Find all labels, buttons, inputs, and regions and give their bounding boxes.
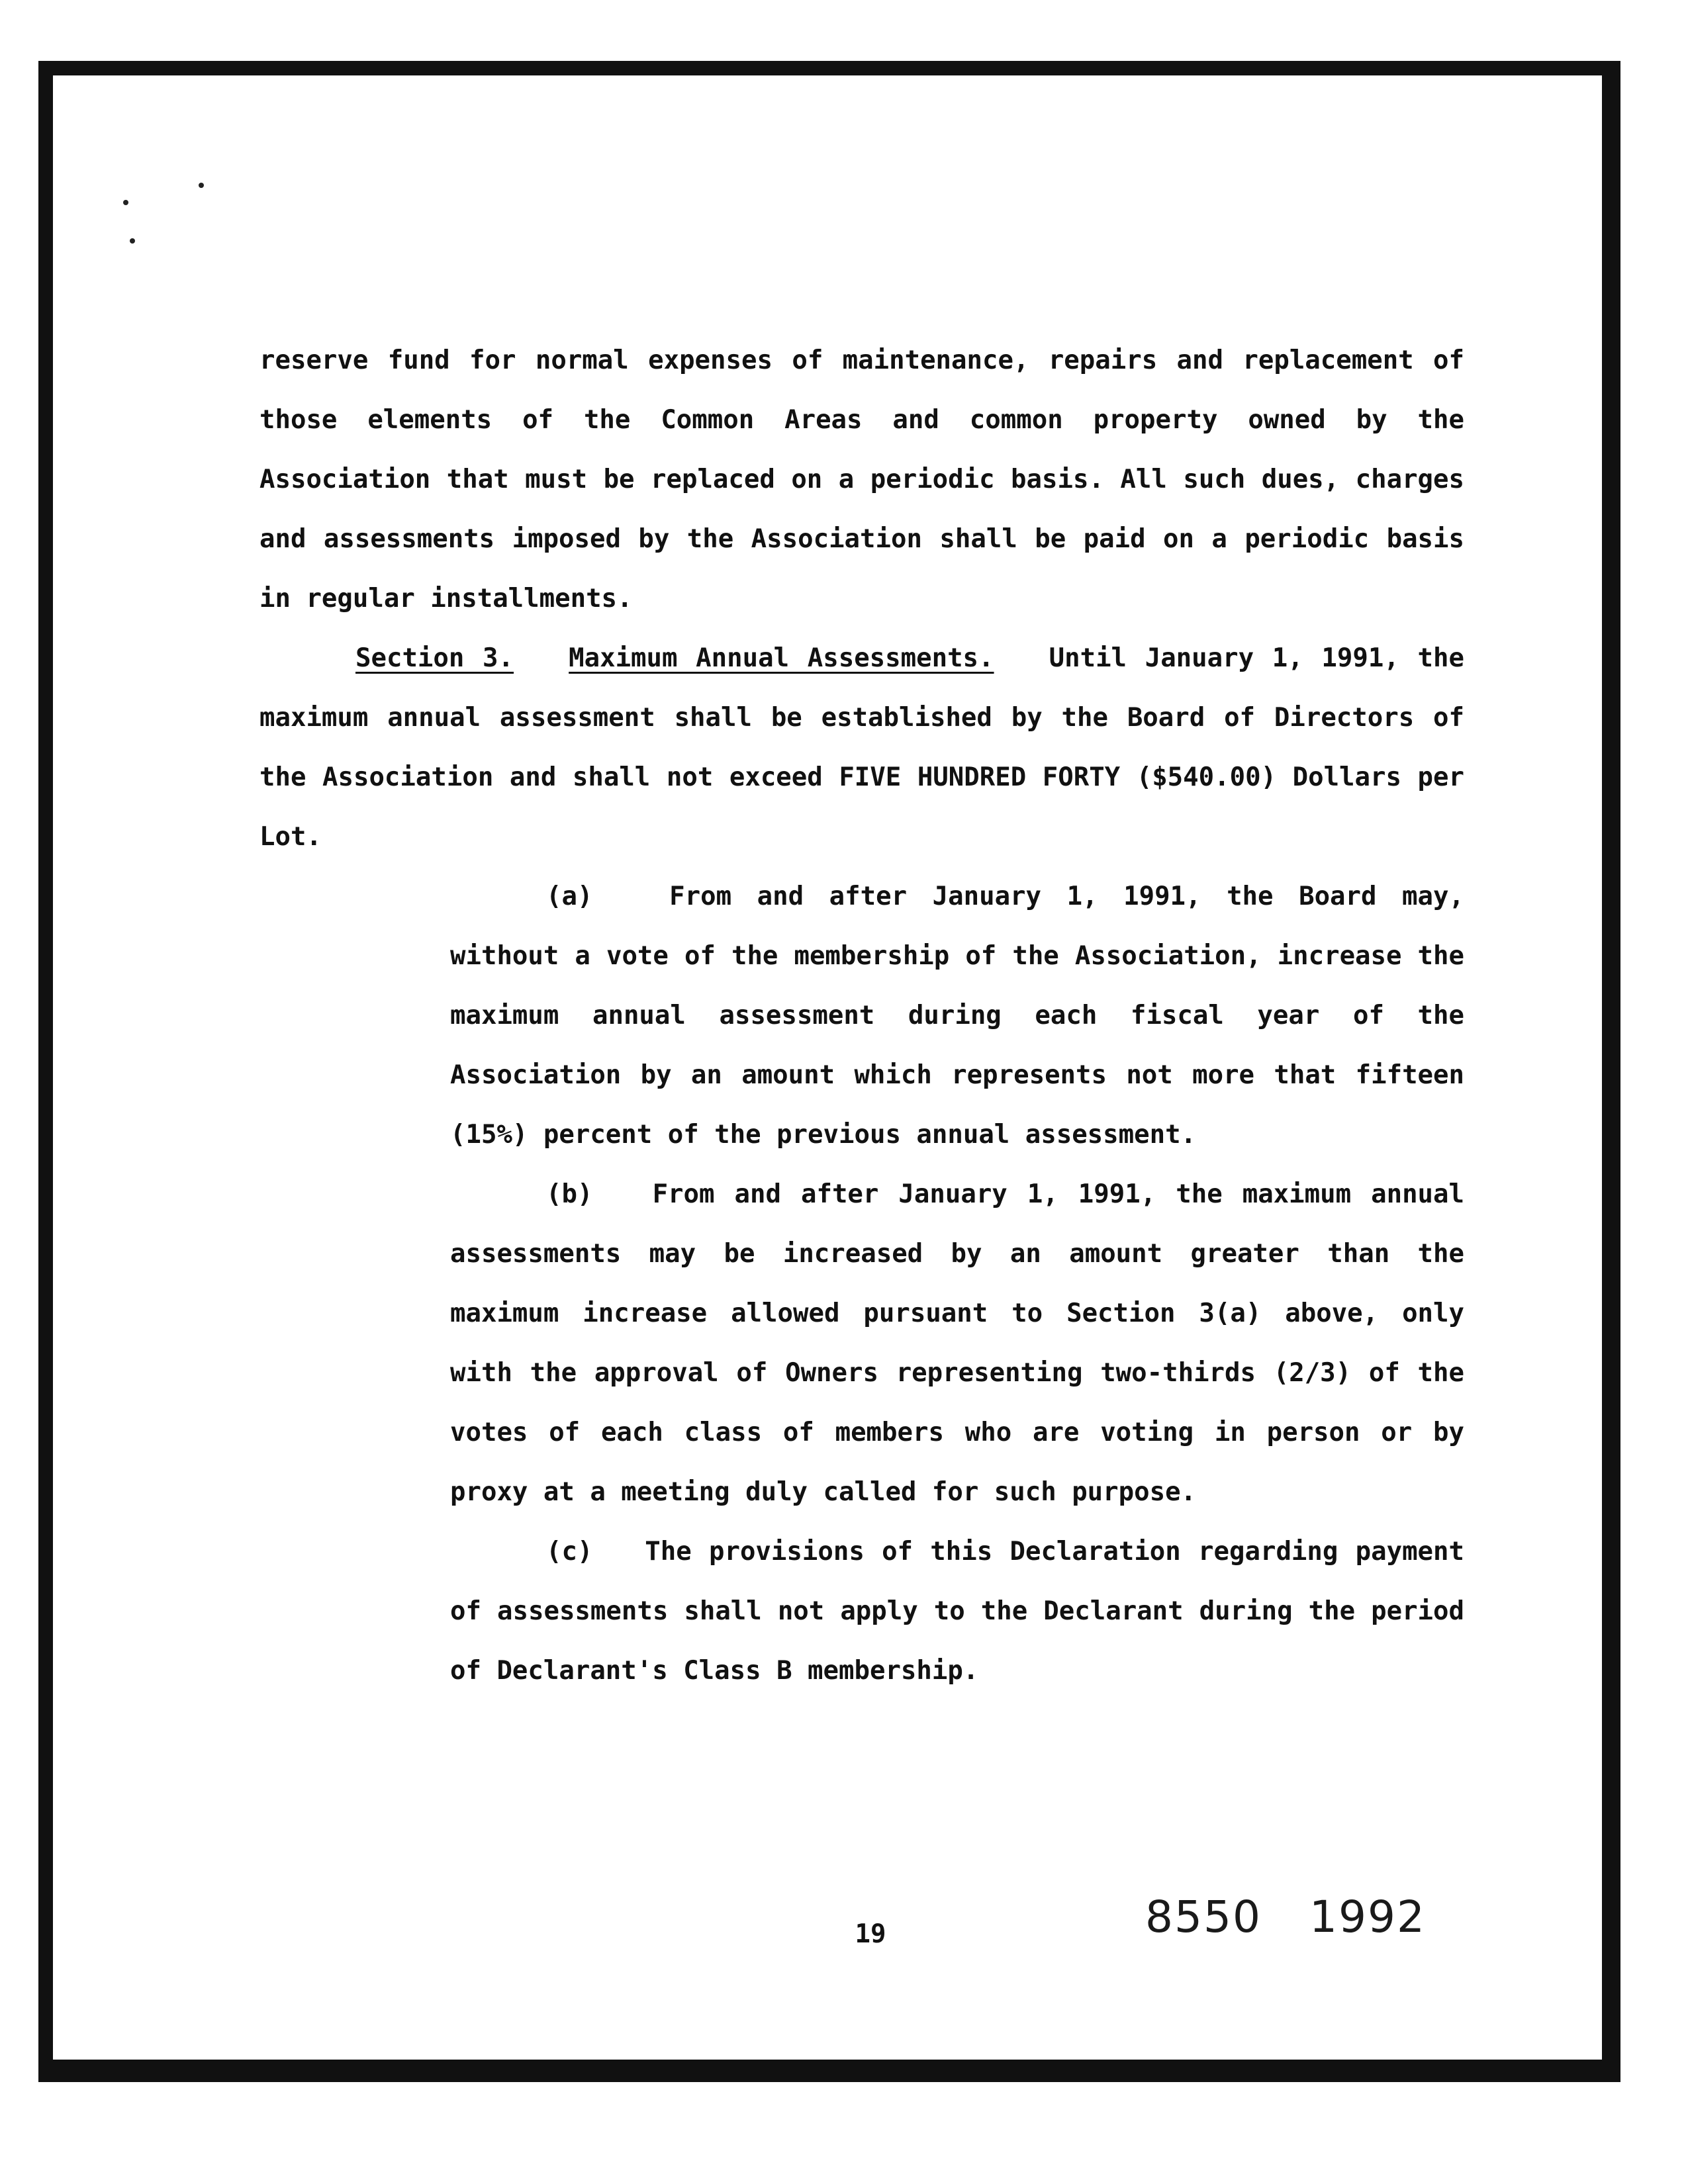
subparagraph-text: From and after January 1, 1991, the maximum annual assessments may be increased by an amount greater than the maximum increase allowed pursuant to Section 3(a) above, only with the approval of Owners representing two-thirds (2/3) of the votes of each class of members who are voting in person or by proxy at a meeting duly called for such purpose. xyxy=(450,1179,1464,1507)
stamp-page-number: 1992 xyxy=(1309,1891,1426,1942)
subparagraph-b xyxy=(450,1165,1464,1522)
scan-speck xyxy=(123,200,128,205)
recording-stamp xyxy=(1145,1891,1426,1942)
subparagraph-text: The provisions of this Declaration regarding payment of assessments shall not apply to the Declarant during the period of Declarant's Class B membership. xyxy=(450,1537,1464,1686)
scan-speck xyxy=(199,183,204,188)
subparagraph-c xyxy=(450,1522,1464,1701)
section-title: Maximum Annual Assessments. xyxy=(569,643,994,673)
section-label: Section 3. xyxy=(355,643,514,673)
section-text: Until January 1, 1991, the maximum annual assessment shall be established by the Board of Directors of the Association and shall not exceed FIVE HUNDRED FORTY ($540.00) Dollars per Lot. xyxy=(259,643,1464,852)
document-body xyxy=(259,331,1464,1701)
subparagraph-text: From and after January 1, 1991, the Board may, without a vote of the membership of the Association, increase the maximum annual assessment during each fiscal year of the Association by an amount which represents not more that fifteen (15%) percent of the previous annual assessment. xyxy=(450,882,1464,1150)
stamp-book-number: 8550 xyxy=(1145,1891,1262,1942)
page-number: 19 xyxy=(855,1919,886,1949)
subparagraph-label: (c) xyxy=(546,1537,593,1567)
section-paragraph xyxy=(259,629,1464,867)
subparagraph-a xyxy=(450,867,1464,1165)
scan-speck xyxy=(130,238,135,244)
paragraph: reserve fund for normal expenses of maintenance, repairs and replacement of those elements of the Common Areas and common property owned by the Association that must be replaced on a periodic basis. All such dues, charges and assessments imposed by the Association shall be paid on a periodic basis in regular installments. xyxy=(259,345,1464,614)
subparagraph-label: (a) xyxy=(546,882,593,911)
subparagraph-label: (b) xyxy=(546,1179,593,1209)
